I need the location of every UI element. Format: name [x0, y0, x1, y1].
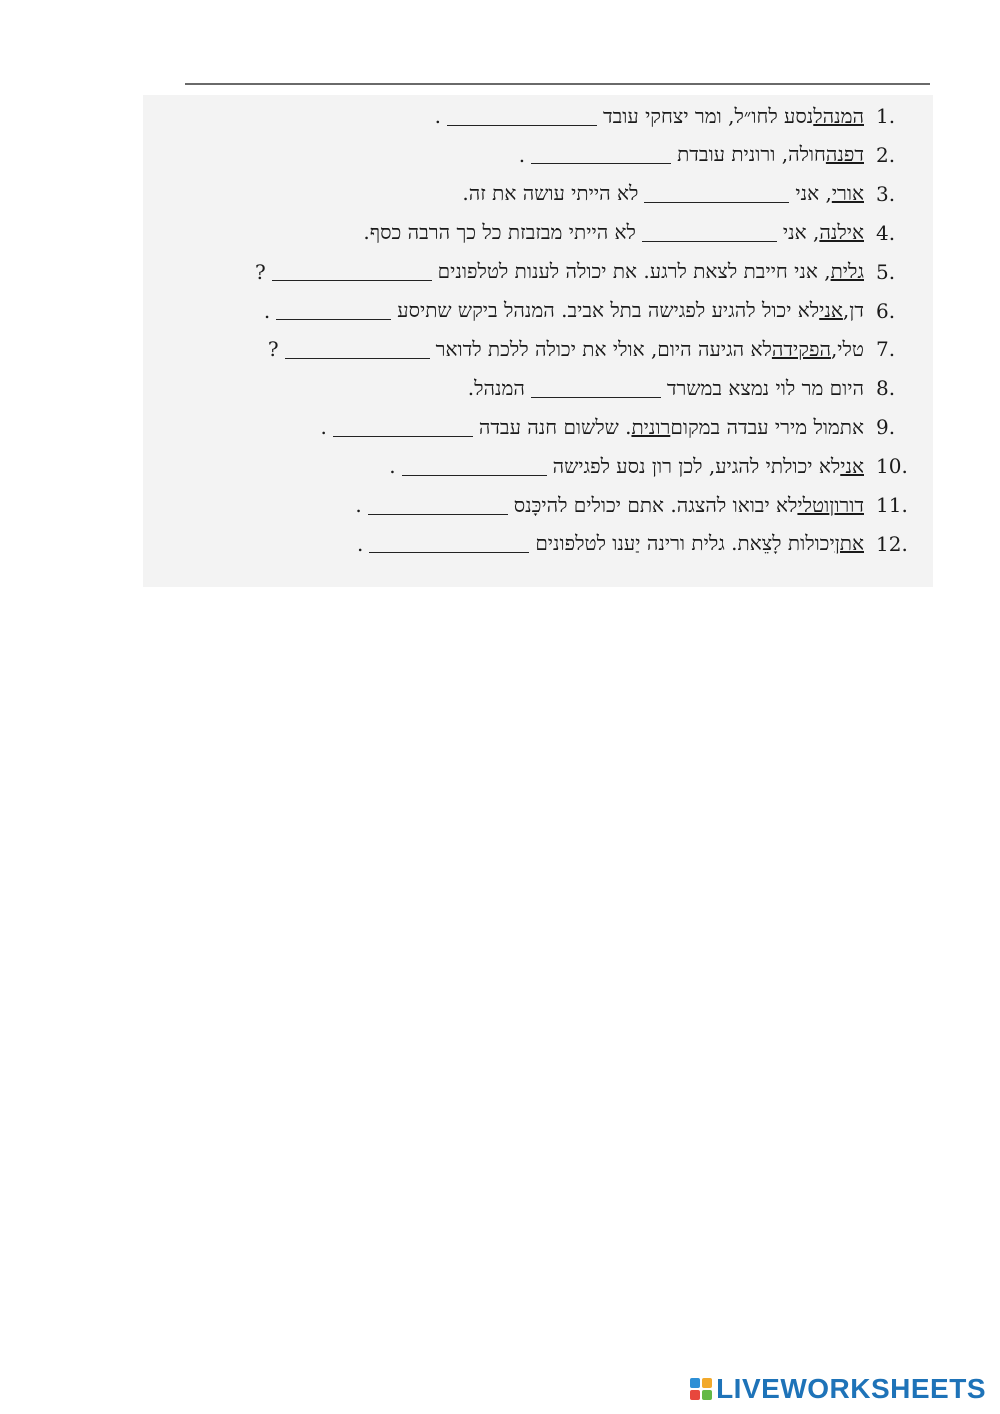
underlined-word: דפנה — [825, 142, 864, 167]
exercise-number: 4. — [876, 220, 896, 245]
underlined-word: רונית — [631, 414, 671, 439]
exercise-line — [519, 137, 920, 173]
answer-blank[interactable] — [285, 340, 430, 359]
answer-blank[interactable] — [333, 418, 473, 437]
sentence-text: חולה, ורונית עובדת — [677, 142, 826, 167]
sentence-text: , אני — [782, 220, 820, 245]
sentence-text: לא יכולתי להגיע, לכן רון נסע לפגישה — [552, 453, 841, 478]
logo-tile — [702, 1378, 712, 1388]
exercise-line — [268, 331, 920, 367]
sentence-text: . — [355, 493, 362, 517]
exercise-number: 6. — [876, 298, 896, 323]
sentence-text: . — [389, 454, 396, 479]
liveworksheets-logo[interactable] — [690, 1372, 986, 1406]
logo-tile — [690, 1390, 700, 1400]
exercise-number: 12. — [876, 531, 908, 556]
exercise-number: 11. — [876, 493, 908, 517]
exercise-number: 3. — [876, 181, 896, 206]
exercise-number: 5. — [876, 259, 896, 284]
answer-blank[interactable] — [644, 184, 789, 203]
exercise-line — [320, 409, 920, 445]
answer-blank[interactable] — [531, 379, 661, 398]
underlined-word: דורון — [829, 492, 864, 517]
top-divider — [185, 83, 930, 85]
sentence-text: . — [320, 415, 327, 440]
exercise-line — [355, 487, 920, 523]
underlined-word: הפקידה — [771, 336, 831, 361]
liveworksheets-logo-icon — [690, 1378, 712, 1400]
answer-blank[interactable] — [369, 534, 529, 553]
sentence-text: יכולות לָצֵאת. גלית ורינה יַענו לטלפונים — [535, 531, 835, 556]
exercise-number: 8. — [876, 376, 896, 401]
underlined-word: אתן — [834, 531, 864, 556]
answer-blank[interactable] — [368, 496, 508, 515]
answer-blank[interactable] — [531, 145, 671, 164]
exercise-line — [357, 526, 920, 562]
sentence-text: . — [518, 142, 526, 167]
underlined-word: אני — [840, 453, 864, 478]
answer-blank[interactable] — [402, 457, 547, 476]
sentence-text: לא יכול להגיע לפגישה בתל אביב. המנהל ביקש שתיסע — [397, 298, 820, 322]
sentence-text: ? — [267, 337, 279, 362]
underlined-word: המנהל — [813, 103, 864, 128]
exercise-line — [389, 448, 920, 484]
answer-blank[interactable] — [272, 262, 432, 281]
sentence-text: , אני חייבת לצאת לרגע. את יכולה לענות לטלפונים — [437, 259, 831, 284]
exercise-line — [363, 215, 920, 251]
exercise-number: 9. — [876, 415, 896, 440]
sentence-text: טלי, — [830, 336, 864, 361]
underlined-word: וטלי — [797, 492, 830, 517]
exercise-number: 10. — [876, 454, 908, 479]
exercise-line — [264, 293, 920, 329]
exercise-number: 1. — [876, 104, 896, 128]
sentence-text: לא הייתי עושה את זה. — [462, 181, 639, 206]
exercise-number: 2. — [876, 142, 896, 167]
exercise-line — [255, 254, 920, 290]
sentence-text: . — [434, 104, 442, 128]
sentence-text: לא הגיעה היום, אולי את יכולה ללכת לדואר — [435, 336, 772, 361]
logo-text: LIVEWORKSHEETS — [716, 1373, 986, 1404]
sentence-text: נסע לחו״ל, ומר יצחקי עובד — [603, 103, 814, 128]
exercise-line — [462, 176, 920, 212]
logo-tile — [690, 1378, 700, 1388]
sentence-text: , אני — [795, 181, 832, 206]
exercise-line — [435, 98, 920, 134]
answer-blank[interactable] — [447, 107, 597, 126]
sentence-text: . — [263, 298, 271, 323]
sentence-text: לא הייתי מבזבזת כל כך הרבה כסף. — [363, 220, 636, 245]
answer-blank[interactable] — [276, 301, 391, 320]
sentence-text: דן, — [842, 298, 864, 322]
underlined-word: אילנה — [819, 220, 864, 245]
sentence-text: לא יבואו להצגה. אתם יכולים להיכָּנס — [513, 492, 798, 517]
sentence-text: המנהל. — [467, 375, 525, 400]
underlined-word: אורי — [831, 181, 864, 206]
sentence-text: . — [356, 531, 364, 556]
sentence-text: היום מר לוי נמצא במשרד — [666, 375, 864, 400]
exercise-number: 7. — [876, 337, 896, 362]
underlined-word: גלית — [830, 259, 864, 284]
sentence-text: . שלשום חנה עבדה — [478, 414, 632, 439]
logo-tile — [702, 1390, 712, 1400]
answer-blank[interactable] — [642, 223, 777, 242]
exercise-line — [468, 370, 920, 406]
sentence-text: ? — [254, 259, 266, 284]
underlined-word: אני — [819, 298, 843, 322]
sentence-text: אתמול מירי עבדה במקום — [670, 414, 864, 439]
